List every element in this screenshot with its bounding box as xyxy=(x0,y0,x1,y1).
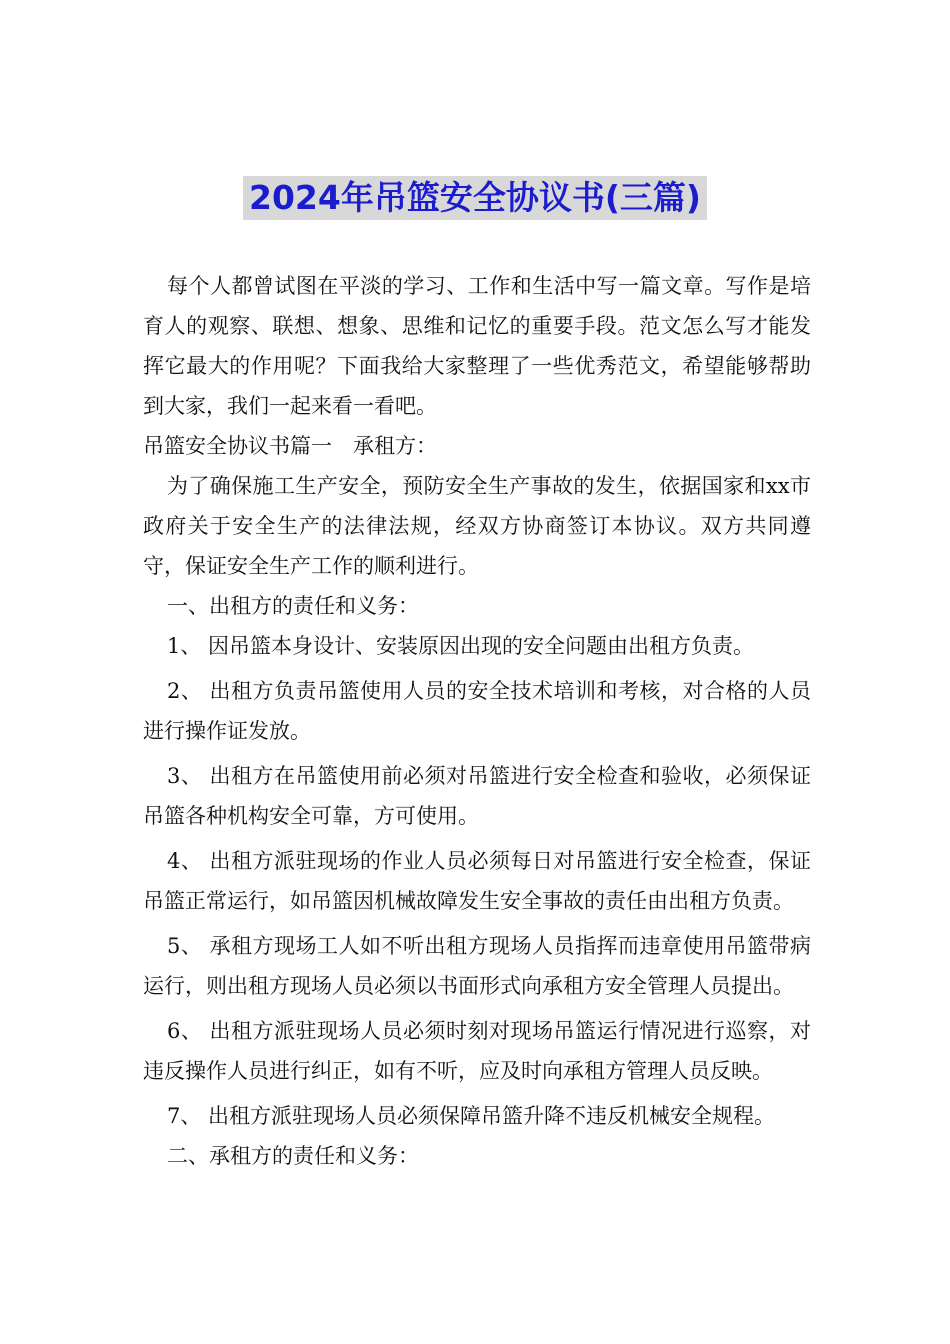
title-container xyxy=(0,176,950,220)
section-heading-part-one: 吊篮安全协议书篇一 承租方： xyxy=(143,434,437,458)
clause-5: 5、 承租方现场工人如不听出租方现场人员指挥而违章使用吊篮带病运行，则出租方现场人员必须以书面形式向承租方安全管理人员提出。 xyxy=(143,934,811,998)
clause-3: 3、 出租方在吊篮使用前必须对吊篮进行安全检查和验收，必须保证吊篮各种机构安全可靠，方可使用。 xyxy=(143,764,811,828)
clause-4: 4、 出租方派驻现场的作业人员必须每日对吊篮进行安全检查，保证吊篮正常运行，如吊篮因机械故障发生安全事故的责任由出租方负责。 xyxy=(143,849,811,913)
clause-6: 6、 出租方派驻现场人员必须时刻对现场吊篮运行情况进行巡察，对违反操作人员进行纠正，如有不听，应及时向承租方管理人员反映。 xyxy=(143,1019,811,1083)
preamble-paragraph: 为了确保施工生产安全，预防安全生产事故的发生，依据国家和xx市政府关于安全生产的法律法规，经双方协商签订本协议。双方共同遵守，保证安全生产工作的顺利进行。 xyxy=(143,474,811,578)
document-title: 2024年吊篮安全协议书(三篇) xyxy=(243,176,707,220)
lessee-duties-heading: 二、承租方的责任和义务： xyxy=(167,1144,419,1168)
lessor-duties-heading: 一、出租方的责任和义务： xyxy=(167,594,419,618)
document-body xyxy=(143,266,811,1176)
clause-7: 7、 出租方派驻现场人员必须保障吊篮升降不违反机械安全规程。 xyxy=(167,1104,776,1128)
intro-paragraph: 每个人都曾试图在平淡的学习、工作和生活中写一篇文章。写作是培育人的观察、联想、想象、思维和记忆的重要手段。范文怎么写才能发挥它最大的作用呢？下面我给大家整理了一些优秀范文，希望能够帮助到大家，我们一起来看一看吧。 xyxy=(143,274,811,418)
clause-1: 1、 因吊篮本身设计、安装原因出现的安全问题由出租方负责。 xyxy=(167,634,755,658)
clause-2: 2、 出租方负责吊篮使用人员的安全技术培训和考核，对合格的人员进行操作证发放。 xyxy=(143,679,811,743)
